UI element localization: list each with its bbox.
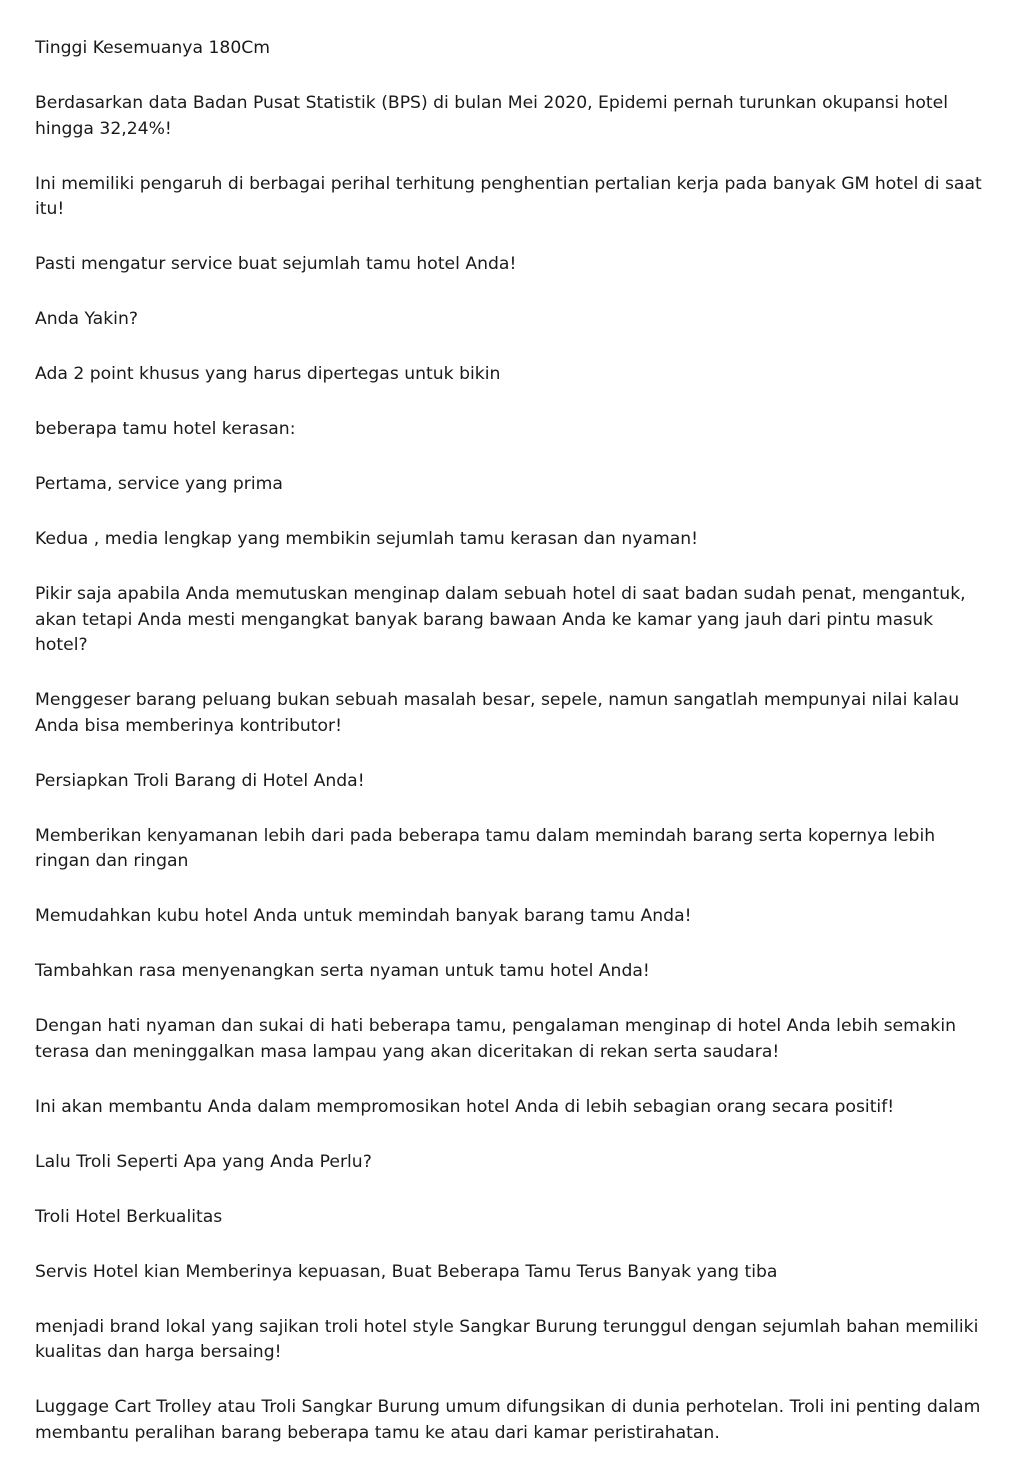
document-body <box>35 36 985 1476</box>
paragraph-satisfaction: Servis Hotel kian Memberinya kepuasan, Buat Beberapa Tamu Terus Banyak yang tiba <box>35 1261 778 1282</box>
paragraph-quality-trolley: Troli Hotel Berkualitas <box>35 1206 223 1227</box>
paragraph-which-trolley: Lalu Troli Seperti Apa yang Anda Perlu? <box>35 1151 372 1172</box>
paragraph-moving-goods: Menggeser barang peluang bukan sebuah masalah besar, sepele, namun sangatlah mempunyai nilai kalau Anda bisa memberinya kontributor! <box>35 690 960 736</box>
paragraph-promotion: Ini akan membantu Anda dalam mempromosikan hotel Anda di lebih sebagian orang secara positif! <box>35 1096 895 1117</box>
paragraph-service: Pasti mengatur service buat sejumlah tamu hotel Anda! <box>35 254 517 274</box>
paragraph-first-point: Pertama, service yang prima <box>35 474 283 494</box>
paragraph-impact: Ini memiliki pengaruh di berbagai perihal terhitung penghentian pertalian kerja pada banyak GM hotel di saat itu! <box>35 173 982 219</box>
paragraph-comfort: Memberikan kenyamanan lebih dari pada beberapa tamu dalam memindah barang serta kopernya lebih ringan dan ringan <box>35 825 936 871</box>
paragraph-height-note: Tinggi Kesemuanya 180Cm <box>35 38 270 58</box>
paragraph-imagine: Pikir saja apabila Anda memutuskan menginap dalam sebuah hotel di saat badan sudah penat, mengantuk, akan tetapi Anda mesti mengangkat banyak barang bawaan Anda ke kamar yang jauh dari pintu masuk hotel? <box>35 584 966 655</box>
paragraph-easier: Memudahkan kubu hotel Anda untuk memindah banyak barang tamu Anda! <box>35 906 692 926</box>
paragraph-second-point: Kedua , media lengkap yang membikin sejumlah tamu kerasan dan nyaman! <box>35 529 699 549</box>
paragraph-two-points: Ada 2 point khusus yang harus dipertegas untuk bikin <box>35 364 501 384</box>
paragraph-local-brand: menjadi brand lokal yang sajikan troli hotel style Sangkar Burung terunggul dengan sejumlah bahan memiliki kualitas dan harga bersaing! <box>35 1316 979 1362</box>
paragraph-guests: beberapa tamu hotel kerasan: <box>35 419 296 439</box>
paragraph-prepare-trolley: Persiapkan Troli Barang di Hotel Anda! <box>35 770 365 791</box>
paragraph-question: Anda Yakin? <box>35 309 138 329</box>
paragraph-luggage-cart: Luggage Cart Trolley atau Troli Sangkar Burung umum difungsikan di dunia perhotelan. Troli ini penting dalam membantu peralihan barang beberapa tamu ke atau dari kamar peristirahatan. <box>35 1397 981 1443</box>
paragraph-pleasant: Tambahkan rasa menyenangkan serta nyaman untuk tamu hotel Anda! <box>35 961 650 981</box>
paragraph-experience: Dengan hati nyaman dan sukai di hati beberapa tamu, pengalaman menginap di hotel Anda lebih semakin terasa dan meninggalkan masa lampau yang akan diceritakan di rekan serta saudara! <box>35 1016 956 1062</box>
paragraph-bps-data: Berdasarkan data Badan Pusat Statistik (BPS) di bulan Mei 2020, Epidemi pernah turunkan okupansi hotel hingga 32,24%! <box>35 93 948 139</box>
